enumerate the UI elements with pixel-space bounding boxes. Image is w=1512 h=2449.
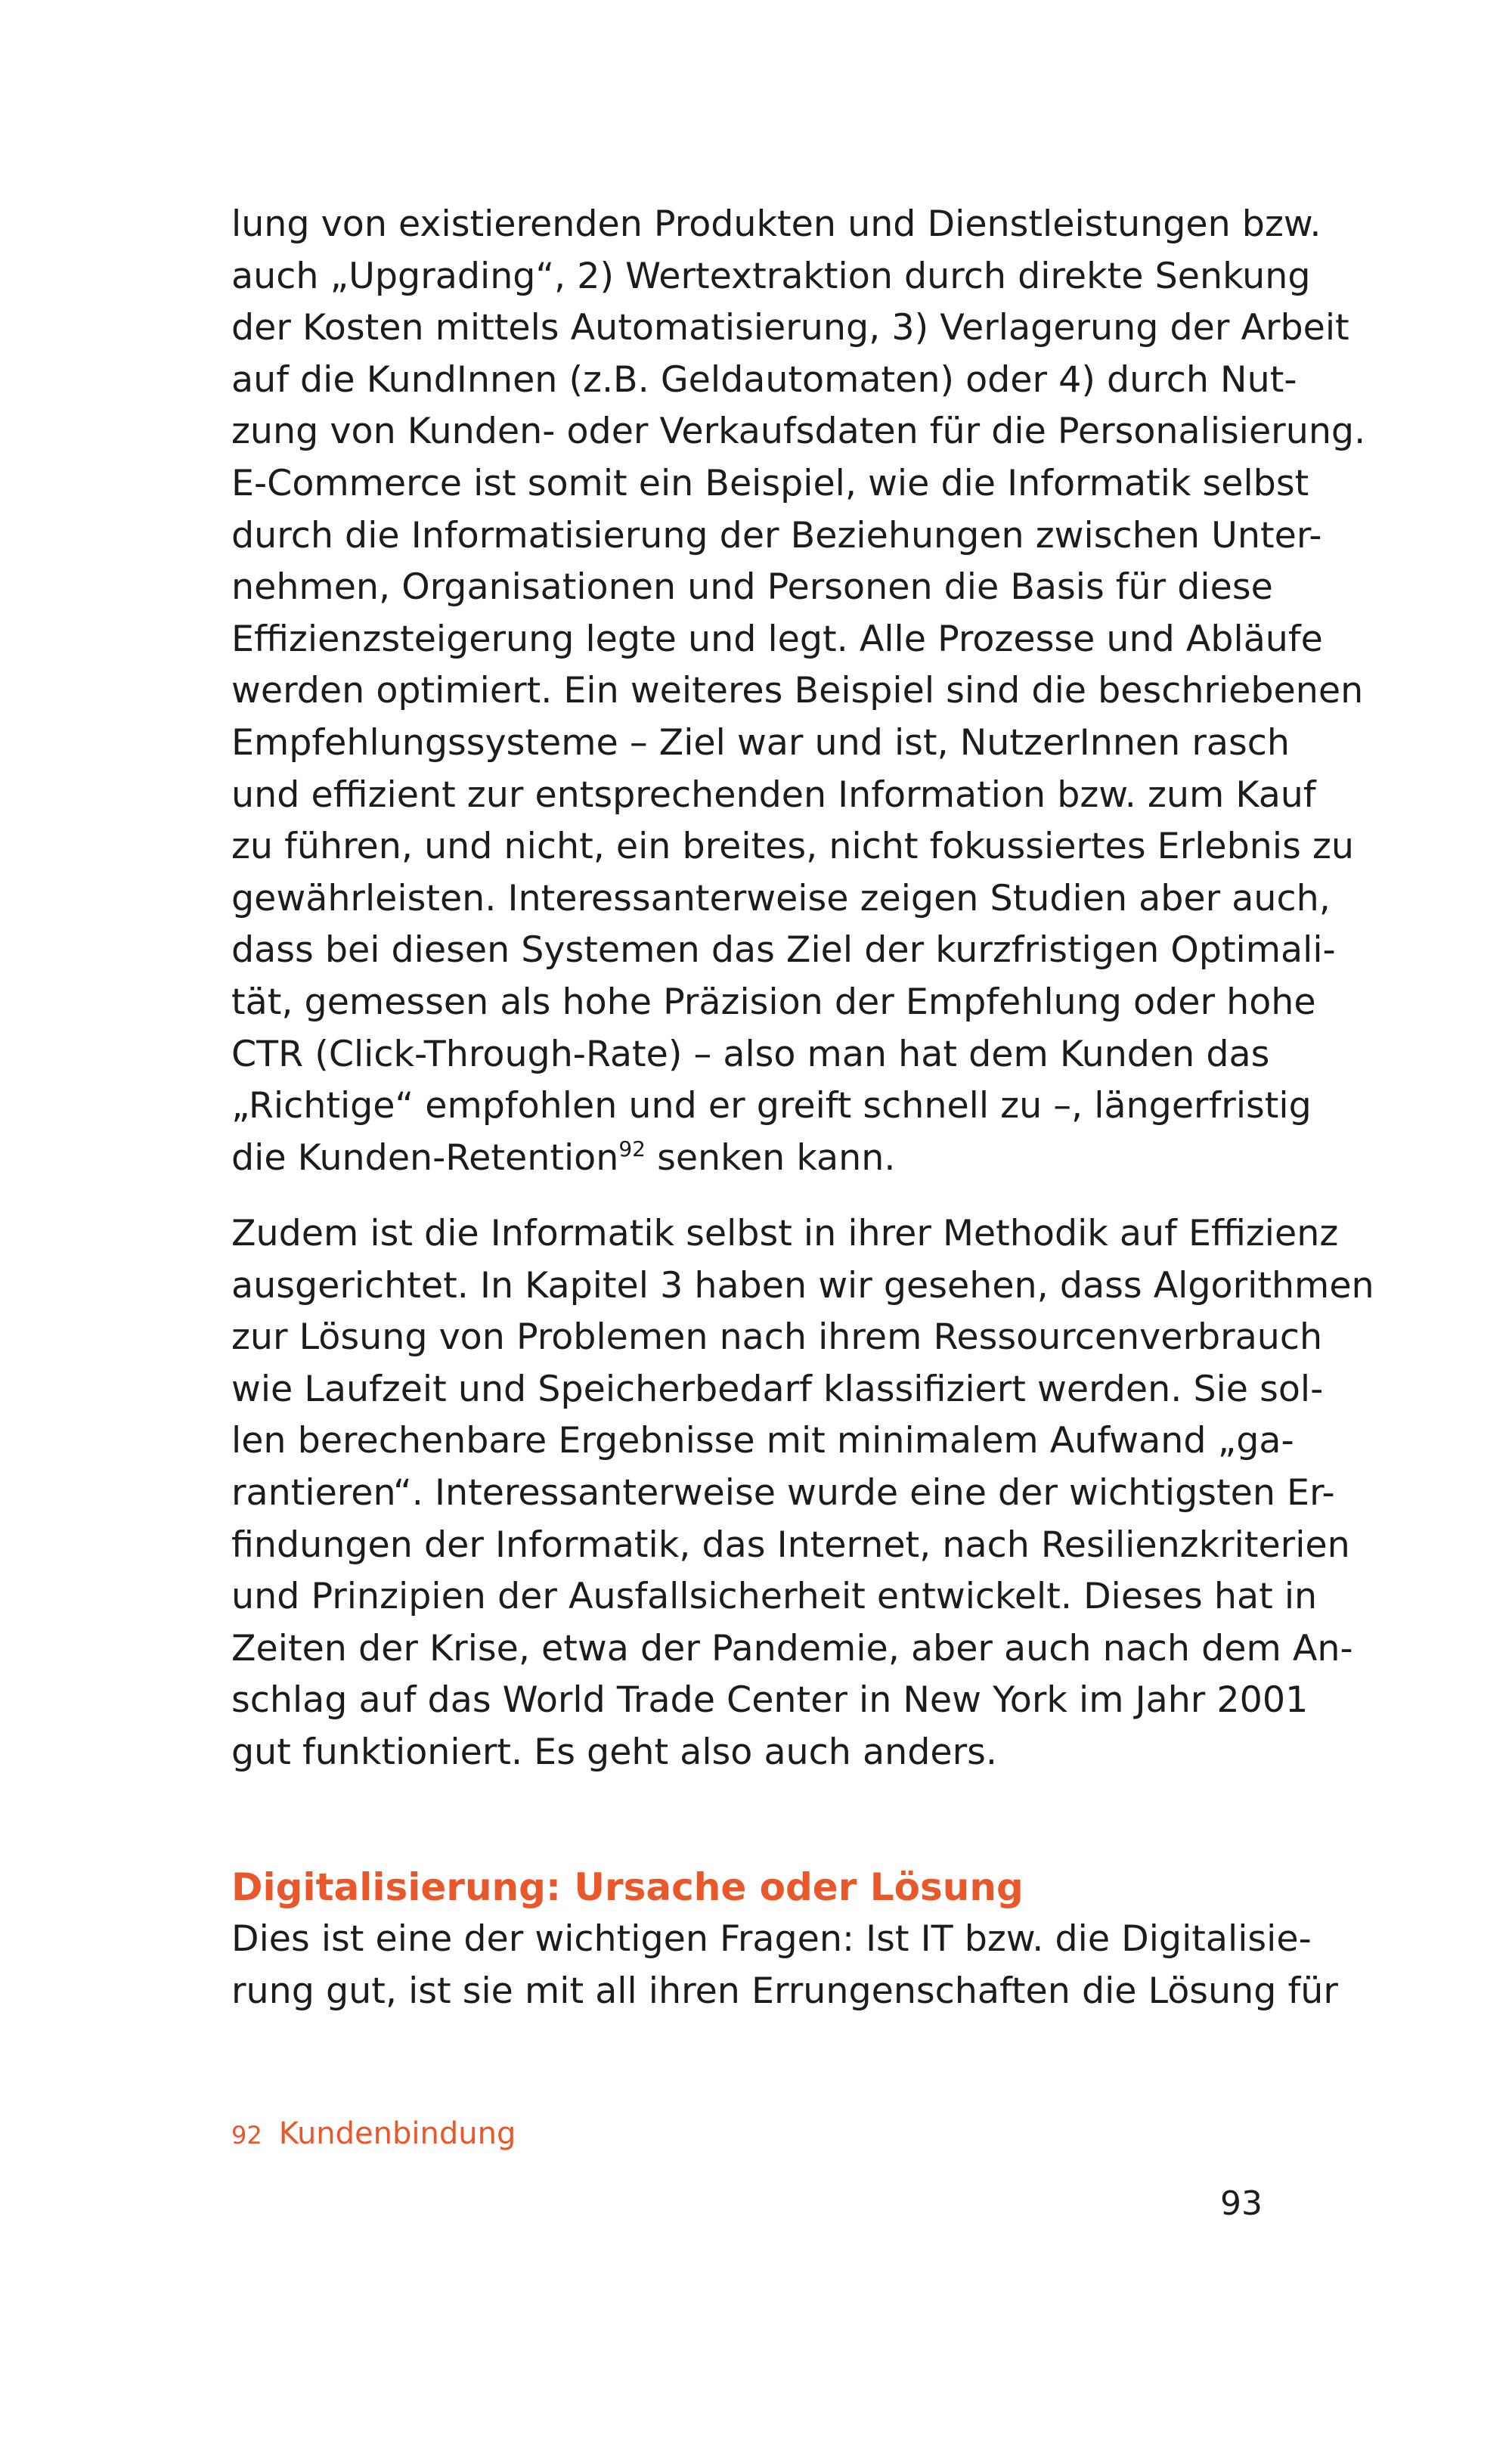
page-number: 93 [1220, 2184, 1263, 2223]
text-line: durch die Informatisierung der Beziehungen zwischen Unter- [231, 514, 1322, 556]
text-line: der Kosten mittels Automatisierung, 3) Verlagerung der Arbeit [231, 307, 1349, 349]
text-line: len berechenbare Ergebnisse mit minimalem Aufwand „ga- [231, 1420, 1294, 1462]
paragraph-2 [231, 1208, 1374, 1779]
text-line: ausgerichtet. In Kapitel 3 haben wir gesehen, dass Algorithmen [231, 1264, 1374, 1307]
text-line: Zudem ist die Informatik selbst in ihrer Methodik auf Effizienz [231, 1213, 1339, 1254]
text-line: schlag auf das World Trade Center in New York im Jahr 2001 [231, 1679, 1309, 1722]
text-line: gewährleisten. Interessanterweise zeigen Studien aber auch, [231, 877, 1331, 919]
text-line: Zeiten der Krise, etwa der Pandemie, aber auch nach dem An- [231, 1627, 1353, 1669]
text-line: nehmen, Organisationen und Personen die Basis für diese [231, 566, 1273, 609]
text-line: und effizient zur entsprechenden Information bzw. zum Kauf [231, 773, 1316, 816]
text-line: wie Laufzeit und Speicherbedarf klassifiziert werden. Sie sol- [231, 1368, 1324, 1410]
text-line: tät, gemessen als hohe Präzision der Empfehlung oder hohe [231, 981, 1316, 1023]
text-line: werden optimiert. Ein weiteres Beispiel sind die beschriebenen [231, 670, 1364, 712]
text-line: „Richtige“ empfohlen und er greift schnell zu –, längerfristig [231, 1085, 1312, 1127]
text-line: auch „Upgrading“, 2) Wertextraktion durch direkte Senkung [231, 255, 1311, 297]
section-heading: Digitalisierung: Ursache oder Lösung [231, 1865, 1024, 1909]
footnote-text: Kundenbindung [278, 2116, 516, 2151]
footnote-number: 92 [231, 2121, 262, 2150]
text-line: zur Lösung von Problemen nach ihrem Ressourcenverbrauch [231, 1316, 1323, 1359]
text-line: zung von Kunden- oder Verkaufsdaten für die Personalisierung. [231, 411, 1366, 453]
text-line: und Prinzipien der Ausfallsicherheit entwickelt. Dieses hat in [231, 1576, 1318, 1618]
footnote [231, 2113, 516, 2156]
text-line-last [231, 1133, 1263, 1185]
paragraph-1 [231, 199, 1366, 1184]
text-line: Dies ist eine der wichtigen Fragen: Ist IT bzw. die Digitalisie- [231, 1918, 1312, 1960]
text-fragment: die Kunden-Retention [231, 1136, 619, 1179]
text-fragment: senken kann. [645, 1136, 896, 1179]
text-line: Effizienzsteigerung legte und legt. Alle Prozesse und Abläufe [231, 618, 1323, 660]
text-line: findungen der Informatik, das Internet, nach Resilienzkriterien [231, 1524, 1350, 1566]
footnote-reference[interactable]: 92 [618, 1136, 646, 1161]
text-line: rantieren“. Interessanterweise wurde eine der wichtigsten Er- [231, 1471, 1335, 1514]
text-line: dass bei diesen Systemen das Ziel der kurzfristigen Optimali- [231, 929, 1336, 972]
paragraph-3 [231, 1914, 1338, 2017]
text-line-last: gut funktioniert. Es geht also auch anders. [231, 1731, 997, 1773]
text-line: rung gut, ist sie mit all ihren Errungenschaften die Lösung für [231, 1970, 1338, 2012]
text-line: E-Commerce ist somit ein Beispiel, wie die Informatik selbst [231, 462, 1309, 504]
text-line: zu führen, und nicht, ein breites, nicht fokussiertes Erlebnis zu [231, 826, 1354, 868]
text-line: lung von existierenden Produkten und Dienstleistungen bzw. [231, 203, 1321, 245]
text-line: auf die KundInnen (z.B. Geldautomaten) oder 4) durch Nut- [231, 358, 1297, 401]
text-line: CTR (Click-Through-Rate) – also man hat dem Kunden das [231, 1033, 1270, 1075]
text-line: Empfehlungssysteme – Ziel war und ist, NutzerInnen rasch [231, 721, 1290, 764]
